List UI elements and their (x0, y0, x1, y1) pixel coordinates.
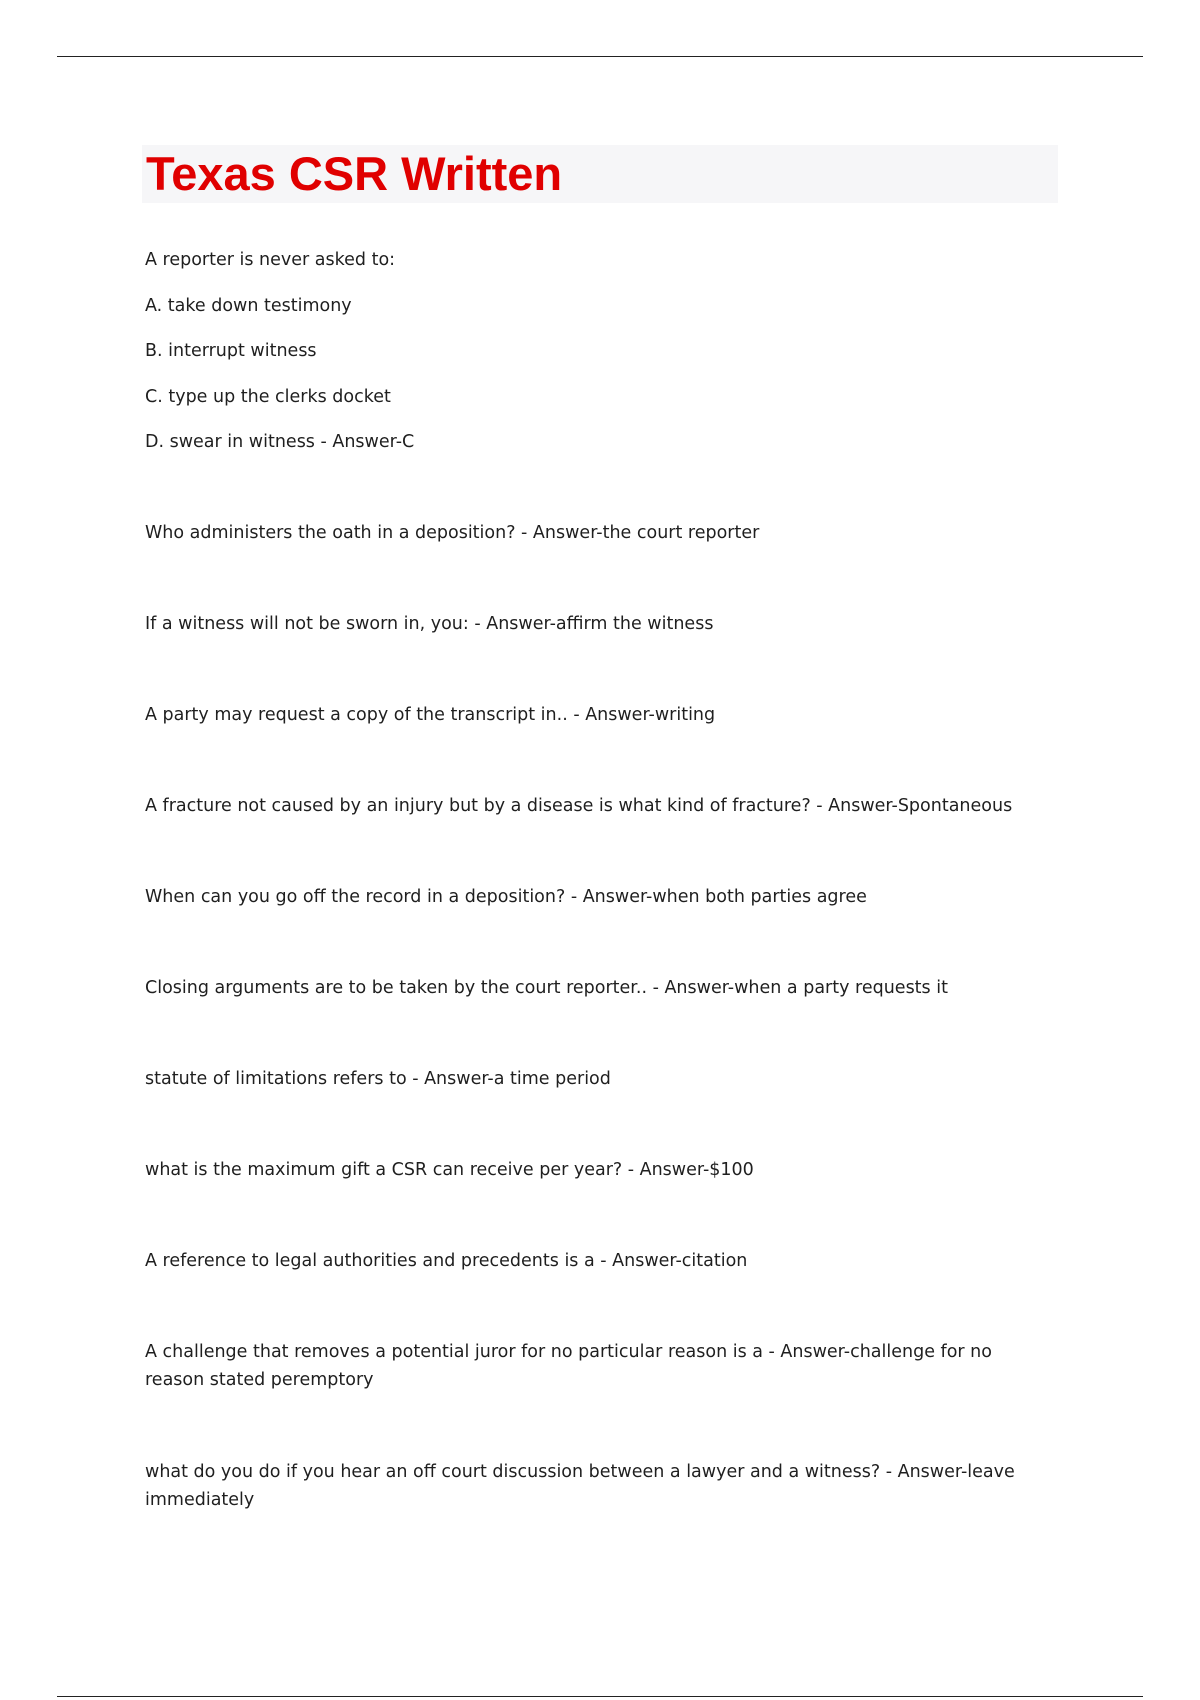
document-title: Texas CSR Written (146, 147, 563, 200)
option-c: C. type up the clerks docket (145, 387, 391, 407)
qa-item: A reference to legal authorities and precedents is a - Answer-citation (145, 1251, 748, 1271)
question-text: A reporter is never asked to: (145, 250, 396, 270)
qa-item: A party may request a copy of the transcript in.. - Answer-writing (145, 705, 716, 725)
qa-item: When can you go off the record in a deposition? - Answer-when both parties agree (145, 887, 867, 907)
option-a: A. take down testimony (145, 296, 352, 316)
top-rule (57, 56, 1143, 57)
qa-item: A fracture not caused by an injury but by a disease is what kind of fracture? - Answer-Spontaneous (145, 796, 1013, 816)
qa-item-continuation: immediately (145, 1490, 255, 1510)
qa-item: statute of limitations refers to - Answer-a time period (145, 1069, 611, 1089)
bottom-rule (57, 1696, 1143, 1697)
qa-item: what do you do if you hear an off court discussion between a lawyer and a witness? - Answer-leave (145, 1462, 1015, 1482)
qa-item: A challenge that removes a potential juror for no particular reason is a - Answer-challenge for no (145, 1342, 992, 1362)
option-b: B. interrupt witness (145, 341, 317, 361)
qa-item: what is the maximum gift a CSR can receive per year? - Answer-$100 (145, 1160, 754, 1180)
option-d: D. swear in witness - Answer-C (145, 432, 415, 452)
qa-item-continuation: reason stated peremptory (145, 1370, 374, 1390)
qa-item: Who administers the oath in a deposition? - Answer-the court reporter (145, 523, 760, 543)
qa-item: Closing arguments are to be taken by the court reporter.. - Answer-when a party requests it (145, 978, 948, 998)
qa-item: If a witness will not be sworn in, you: - Answer-affirm the witness (145, 614, 714, 634)
